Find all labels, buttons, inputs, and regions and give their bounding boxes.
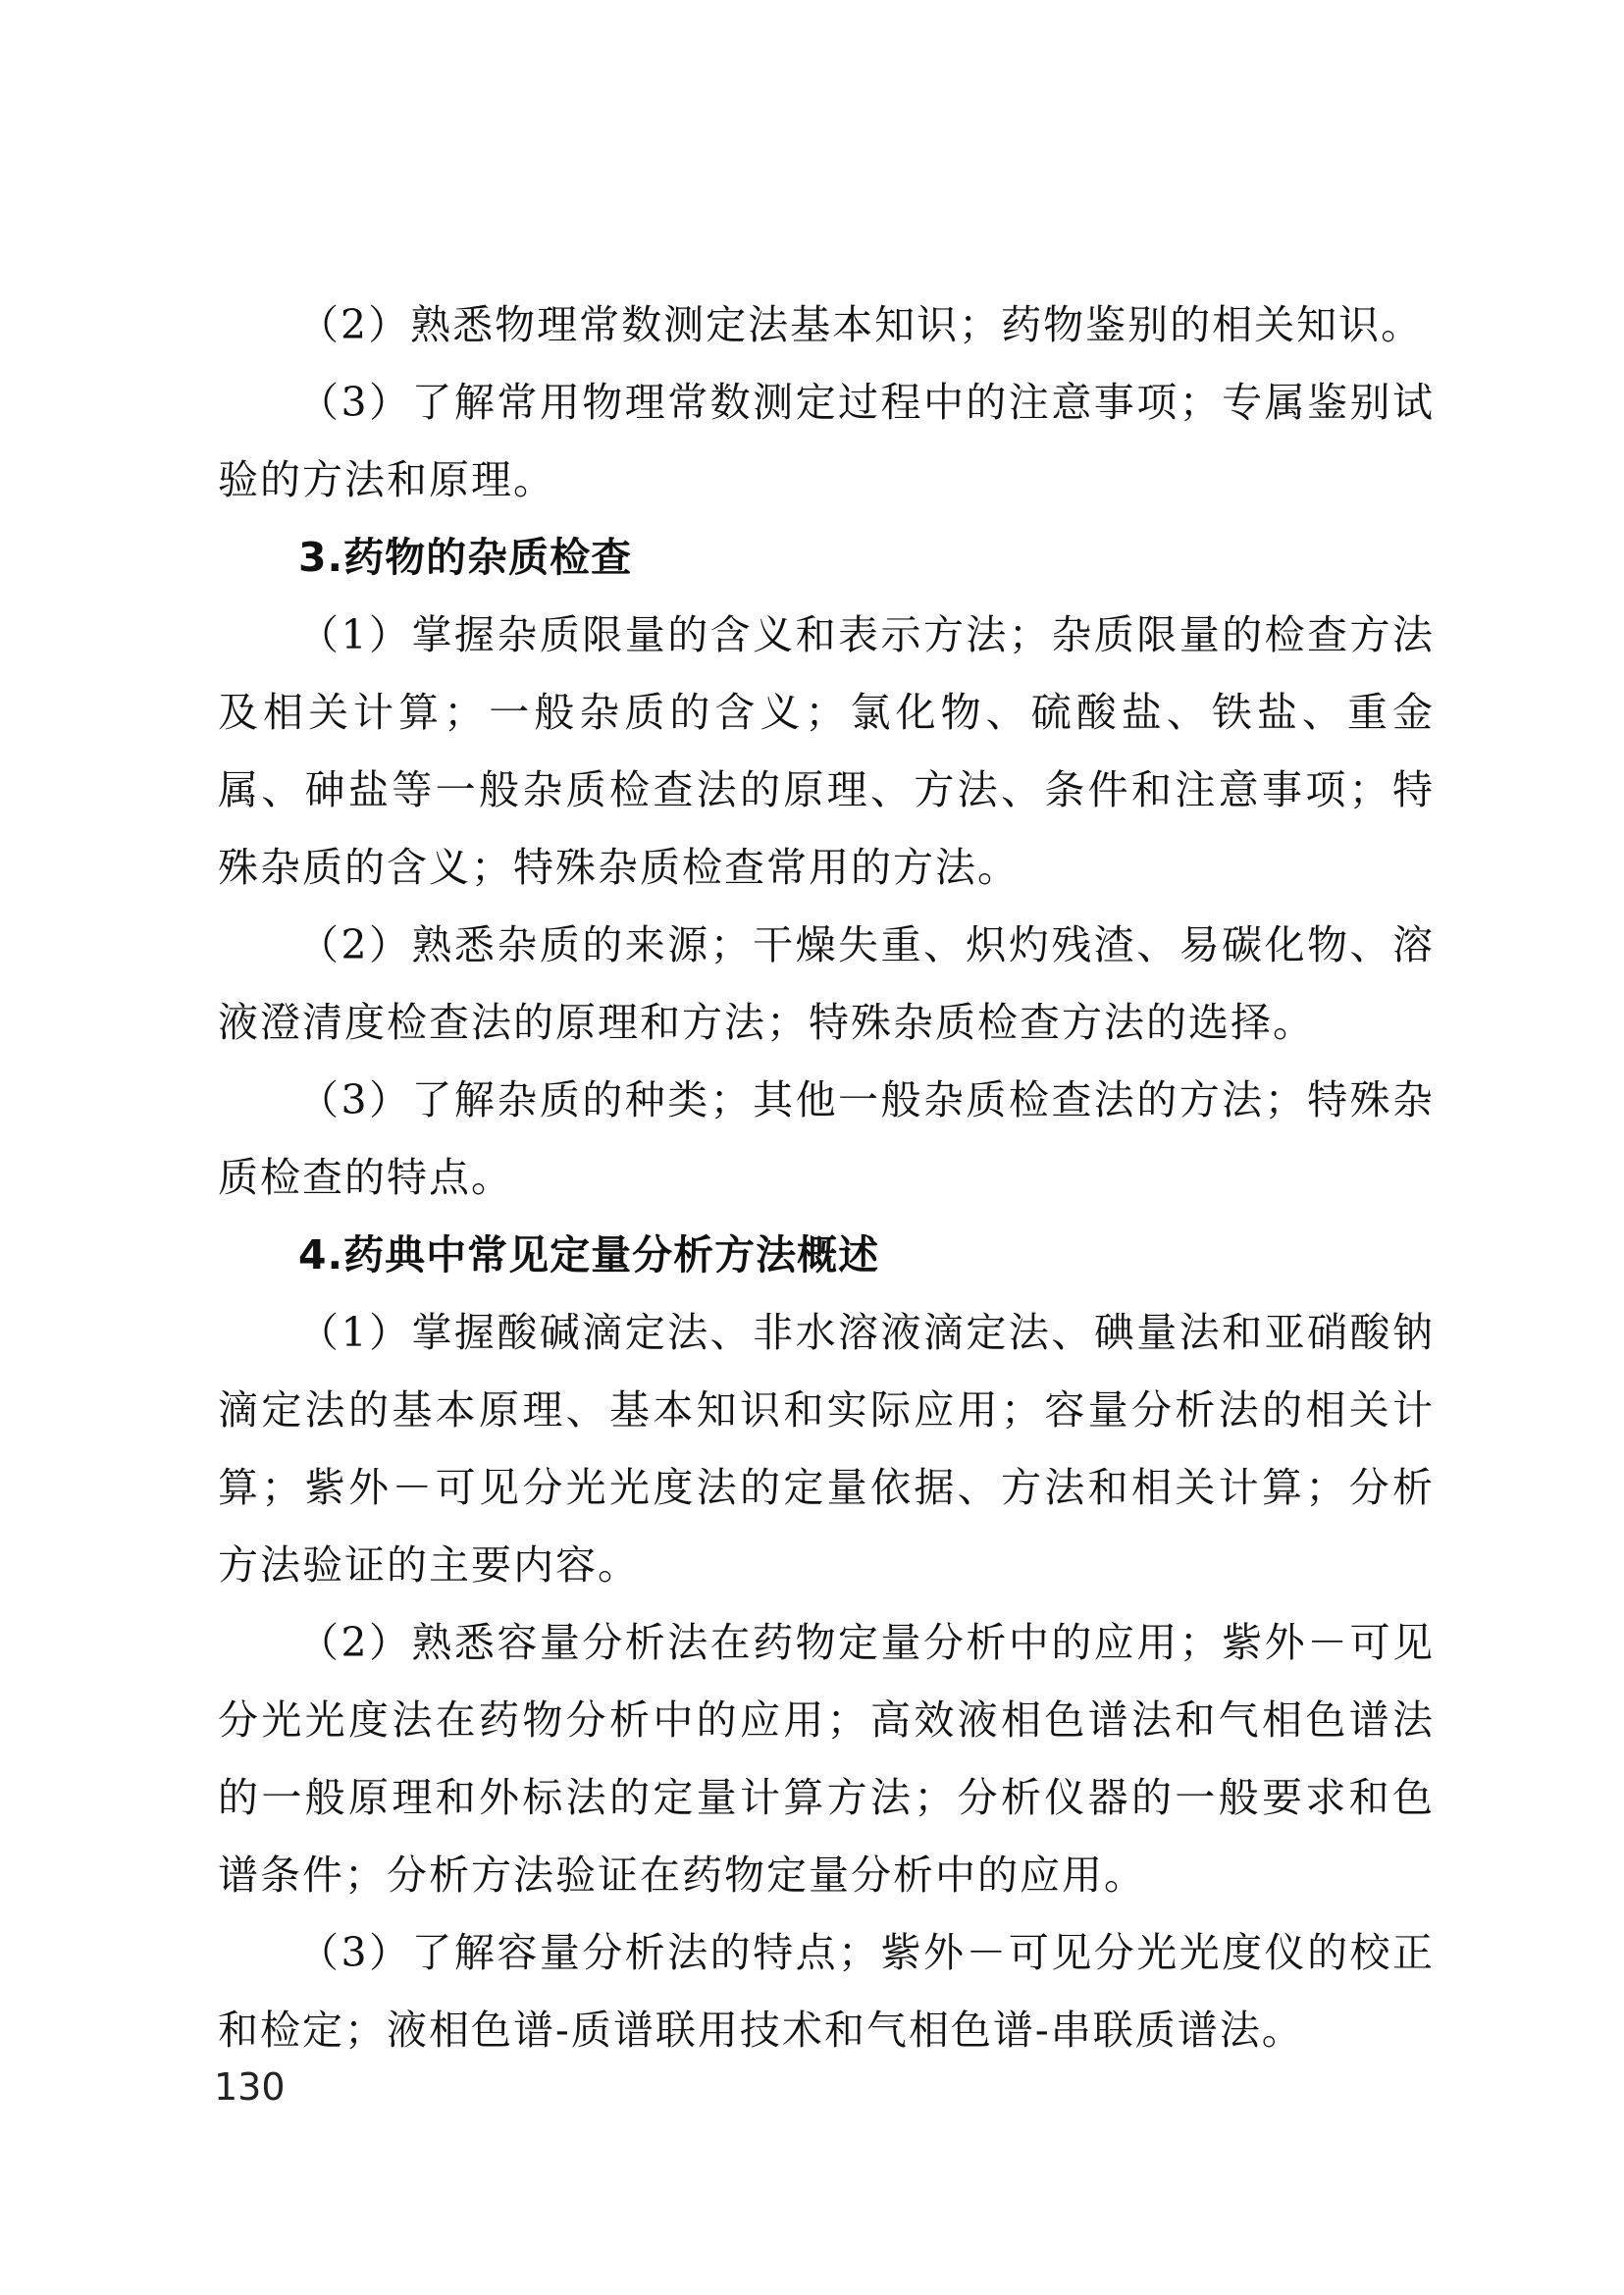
paragraph: （2）熟悉物理常数测定法基本知识；药物鉴别的相关知识。 <box>298 301 1424 348</box>
paragraph: （3）了解杂质的种类；其他一般杂质检查法的方法；特殊杂质检查的特点。 <box>218 1076 1435 1201</box>
document-body <box>218 287 1435 2069</box>
paragraph: （1）掌握杂质限量的含义和表示方法；杂质限量的检查方法及相关计算；一般杂质的含义；氯化物、硫酸盐、铁盐、重金属、砷盐等一般杂质检查法的原理、方法、条件和注意事项；特殊杂质的含义；特殊杂质检查常用的方法。 <box>218 611 1435 891</box>
section-heading: 3.药物的杂质检查 <box>298 534 633 581</box>
paragraph: （2）熟悉杂质的来源；干燥失重、炽灼残渣、易碳化物、溶液澄清度检查法的原理和方法；特殊杂质检查方法的选择。 <box>218 921 1435 1046</box>
paragraph: （2）熟悉容量分析法在药物定量分析中的应用；紫外－可见分光光度法在药物分析中的应用；高效液相色谱法和气相色谱法的一般原理和外标法的定量计算方法；分析仪器的一般要求和色谱条件；分析方法验证在药物定量分析中的应用。 <box>218 1619 1435 1899</box>
paragraph: （1）掌握酸碱滴定法、非水溶液滴定法、碘量法和亚硝酸钠滴定法的基本原理、基本知识和实际应用；容量分析法的相关计算；紫外－可见分光光度法的定量依据、方法和相关计算；分析方法验证的主要内容。 <box>218 1309 1435 1589</box>
section-heading: 4.药典中常见定量分析方法概述 <box>298 1231 880 1278</box>
paragraph: （3）了解容量分析法的特点；紫外－可见分光光度仪的校正和检定；液相色谱-质谱联用技术和气相色谱-串联质谱法。 <box>218 1929 1435 2054</box>
paragraph: （3）了解常用物理常数测定过程中的注意事项；专属鉴别试验的方法和原理。 <box>218 379 1435 503</box>
page-number: 130 <box>214 2065 286 2109</box>
